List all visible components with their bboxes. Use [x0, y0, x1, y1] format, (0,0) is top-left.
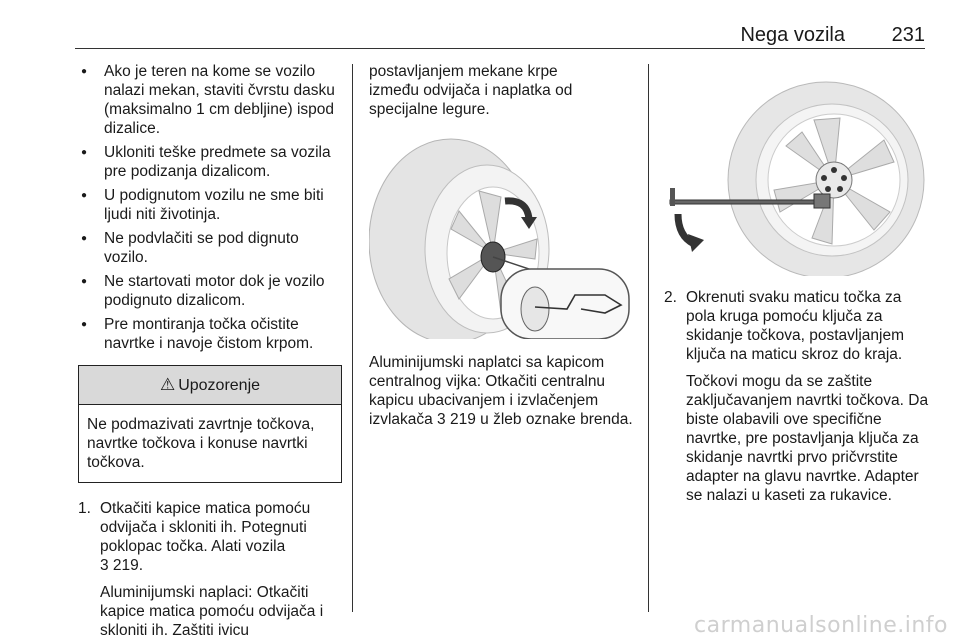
step-text: Otkačiti kapice matica pomoću odvijača i skloniti ih. Potegnuti poklopac točka. Alati vozila 3 219.: [100, 500, 311, 574]
list-item: ● Ukloniti teške predmete sa vozila pre podizanja dizalicom.: [78, 143, 340, 181]
list-item: ● Ako je teren na kome se vozilo nalazi mekan, staviti čvrstu dasku (maksimalno 1 cm debljine) ispod dizalice.: [78, 62, 340, 138]
warning-box: [78, 365, 342, 483]
column-right: [664, 62, 930, 505]
warning-title: Upozorenje: [178, 377, 261, 394]
step-number: 2.: [664, 289, 677, 306]
precaution-list: [78, 62, 340, 353]
step-1: [78, 499, 340, 640]
wrench-handle: [670, 200, 818, 204]
wheel-hubcap-drawing: [369, 129, 633, 339]
page-header: [75, 22, 925, 49]
warning-icon: ⚠: [159, 375, 176, 394]
step-number: 1.: [78, 500, 91, 517]
step-text: Okrenuti svaku maticu točka za pola kruga pomoću ključa za skidanje točkova, postavljanjem ključa na maticu skroz do kraja.: [686, 289, 904, 363]
warning-header: [79, 366, 341, 405]
step-2: [664, 288, 930, 505]
page-number: 231: [891, 24, 925, 46]
list-item: ● Ne startovati motor dok je vozilo podignuto dizalicom.: [78, 272, 340, 310]
page-reference: 3 219.: [100, 557, 144, 574]
wheel-wrench-drawing: [664, 62, 926, 276]
warning-text: Ne podmazivati zavrtnje točkova, navrtke točkova i konuse navrtki točkova.: [87, 416, 315, 471]
column-middle: [369, 62, 639, 429]
section-title: Nega vozila: [740, 24, 845, 46]
list-item: ● U podignutom vozilu ne sme biti ljudi niti životinja.: [78, 186, 340, 224]
step-paragraph: Aluminijumski naplaci: Otkačiti kapice matica pomoću odvijača i skloniti ih. Zaštiti ivicu: [100, 584, 324, 639]
continuation-text: postavljanjem mekane krpe između odvijača i naplatka od specijalne legure.: [369, 63, 573, 118]
watermark-credit: carmanualsonline.info: [694, 613, 948, 638]
list-item: ● Pre montiranja točka očistite navrtke i navoje čistom krpom.: [78, 315, 340, 353]
wheel-wrench-illustration: [664, 62, 926, 276]
hubcap-removal-illustration: [369, 129, 633, 339]
column-left: [78, 62, 340, 640]
column-divider-1: [352, 64, 353, 612]
step-paragraph: Točkovi mogu da se zaštite zaključavanjem navrtki točkova. Da biste olabavili ove specifične navrtke, pre postavljanja ključa za skidanje navrtki prvo pričvrstite adapter na glavu navrtke. Adapter se nalazi u kaseti za rukavice.: [686, 373, 929, 504]
column-divider-2: [648, 64, 649, 612]
list-item: ● Ne podvlačiti se pod dignuto vozilo.: [78, 229, 340, 267]
figure-caption: Aluminijumski naplatci sa kapicom centralnog vijka: Otkačiti centralnu kapicu ubacivanjem i izvlačenjem izvlakača 3 219 u žleb oznake brenda.: [369, 354, 633, 428]
